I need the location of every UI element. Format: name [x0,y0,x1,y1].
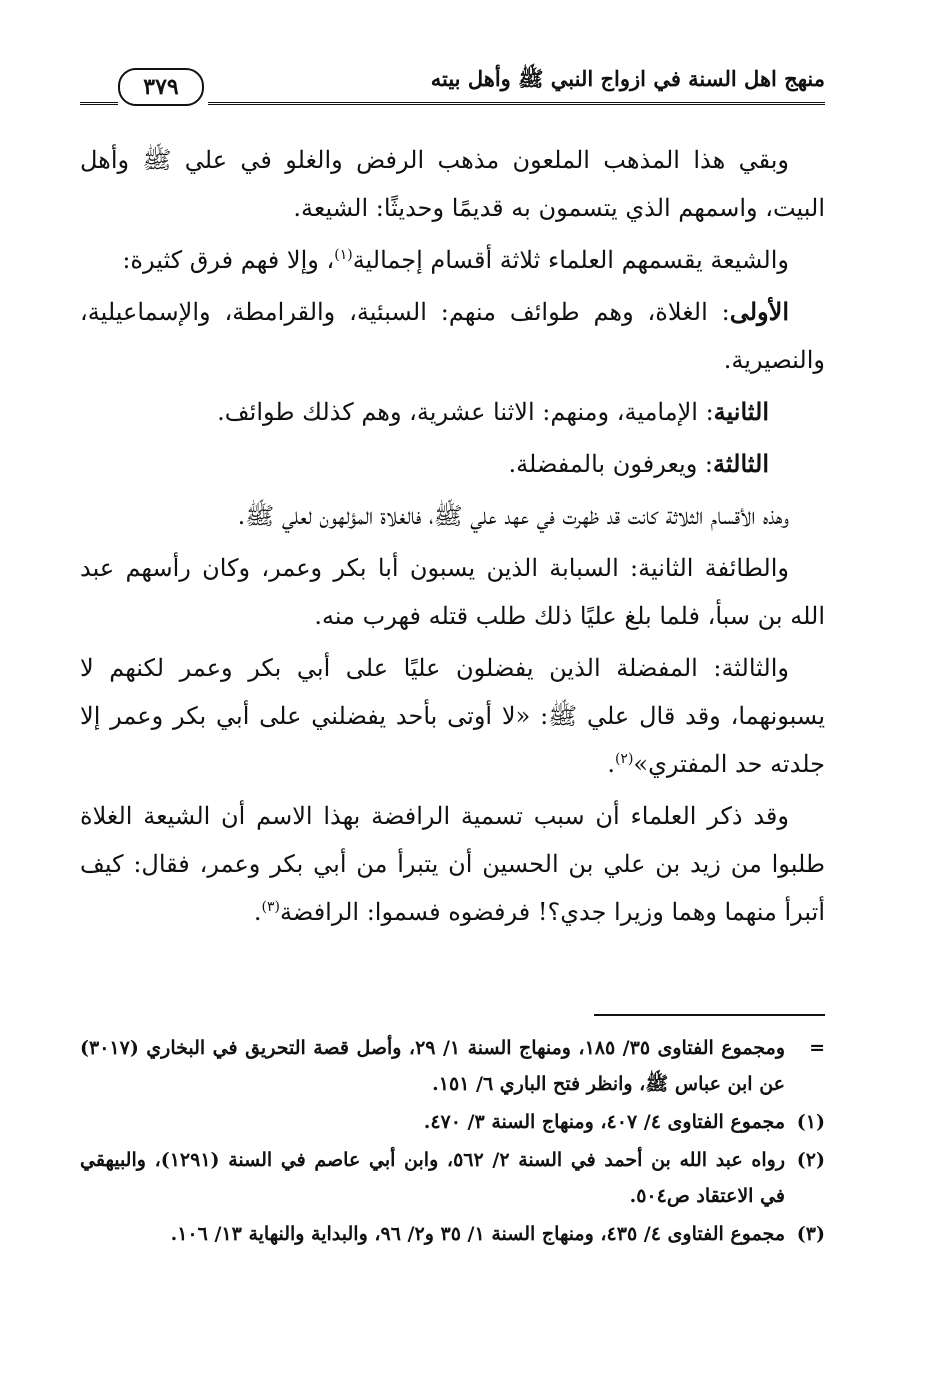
footnote-ref: (٢) [614,751,634,767]
footnote [80,1030,825,1102]
header-rule [208,102,825,105]
list-label: الأولى [729,297,789,326]
list-label: الثانية [713,397,769,426]
list-label: الثالثة [713,449,769,478]
paragraph: والشيعة يقسمهم العلماء ثلاثة أقسام إجمالية$^{(١)}$، وإلا فهم فرق كثيرة: [122,246,789,274]
paragraph: وهذه الأقسام الثلاثة كانت قد ظهرت في عهد علي ﷺ، فالغلاة المؤلهون لعلي ﷺ. [237,502,789,530]
footnote [80,1216,825,1252]
list-item-third: الثالثة: ويعرفون بالمفضلة. [508,449,769,478]
paragraph: والثالثة: المفضلة الذين يفضلون عليًا على أبي بكر وعمر لكنهم لا يسبونهما، وقد قال علي ﷺ: «لا أوتى بأحد يفضلني على أبي بكر وعمر إلا جلدته حد المفتري»$^{(٢)}$. [80,654,825,778]
footnote-text: ومجموع الفتاوى ٣٥/ ١٨٥، ومنهاج السنة ١/ ٢٩، وأصل قصة التحريق في البخاري (٣٠١٧) عن ابن عباس ﷺ، وانظر فتح الباري ٦/ ١٥١. [80,1037,785,1095]
footnote-ref: (١) [334,247,353,263]
list-item-second: الثانية: الإمامية، ومنهم: الاثنا عشرية، وهم كذلك طوائف. [217,397,769,426]
page-number: ٣٧٩ [118,68,204,106]
footnote-text: رواه عبد الله بن أحمد في السنة ٢/ ٥٦٢، وابن أبي عاصم في السنة (١٢٩١)، والبيهقي في الاعتقاد ص٥٠٤. [80,1149,786,1207]
page-header [80,66,825,122]
running-title: منهج اهل السنة في ازواج النبي ﷺ وأهل بيته [430,66,825,91]
footnote-mark: = [809,1037,825,1059]
list-item-first: الأولى: الغلاة، وهم طوائف منهم: السبئية، والقرامطة، والإسماعيلية، والنصيرية. [80,297,825,374]
footnote-separator [594,1014,825,1016]
footnote [80,1142,825,1214]
footnote-text: مجموع الفتاوى ٤/ ٤٠٧، ومنهاج السنة ٣/ ٤٧٠. [423,1111,785,1133]
footnote-mark: (١) [796,1111,825,1133]
paragraph: وقد ذكر العلماء أن سبب تسمية الرافضة بهذا الاسم أن الشيعة الغلاة طلبوا من زيد بن علي بن الحسين أن يتبرأ من أبي بكر وعمر، فقال: كيف أتبرأ منهما وهما وزيرا جدي؟! فرفضوه فسموا: الرافضة$^{(٣)}$. [80,802,825,926]
footnote-ref: (٣) [261,899,281,915]
footnote [80,1104,825,1140]
footnote-mark: (٢) [796,1149,825,1171]
paragraph: والطائفة الثانية: السبابة الذين يسبون أبا بكر وعمر، وكان رأسهم عبد الله بن سبأ، فلما بلغ عليًا ذلك طلب قتله فهرب منه. [80,554,825,630]
header-rule-left [80,102,118,105]
footnotes [80,1030,825,1254]
paragraph: وبقي هذا المذهب الملعون مذهب الرفض والغلو في علي ﷺ وأهل البيت، واسمهم الذي يتسمون به قديمًا وحديثًا: الشيعة. [80,146,825,222]
footnote-mark: (٣) [796,1223,825,1245]
footnote-text: مجموع الفتاوى ٤/ ٤٣٥، ومنهاج السنة ١/ ٣٥ و٢/ ٩٦، والبداية والنهاية ١٣/ ١٠٦. [170,1223,785,1245]
main-text [80,136,825,940]
